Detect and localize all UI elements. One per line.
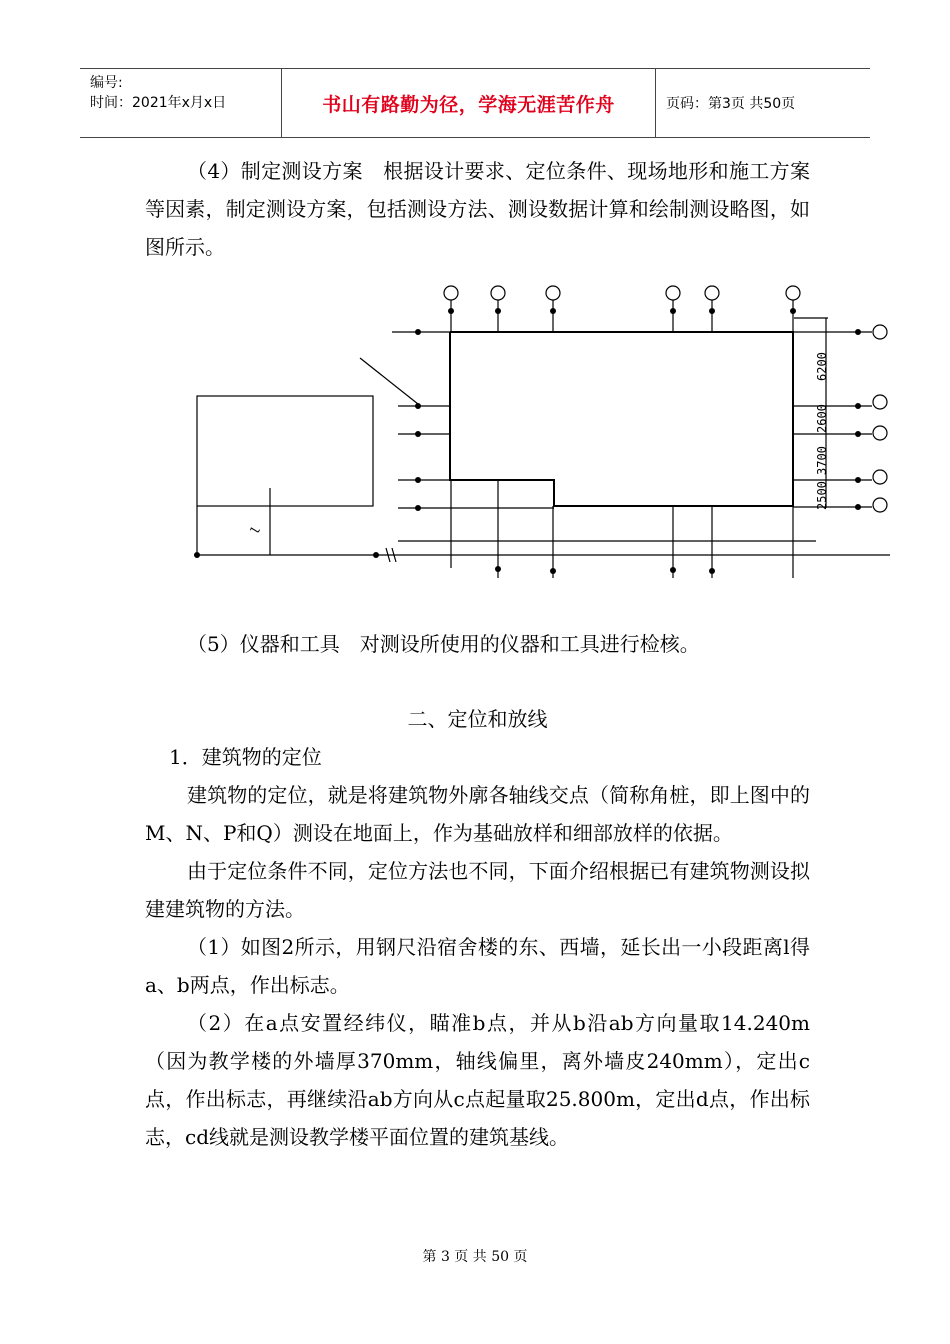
distance-label-l: l bbox=[247, 524, 264, 537]
serial-label: 编号: bbox=[90, 75, 123, 91]
stake-point bbox=[415, 403, 421, 409]
paragraph-instruments: （5）仪器和工具 对测设所使用的仪器和工具进行检核。 bbox=[187, 632, 700, 656]
date-label: 时间：2021年x月x日 bbox=[90, 95, 227, 111]
axis-bubble bbox=[546, 286, 560, 300]
axis-bubble bbox=[873, 498, 887, 512]
dim-2500: 2500 bbox=[815, 481, 829, 510]
paragraph-block-2 bbox=[145, 625, 810, 663]
subsection-title: 1．建筑物的定位 bbox=[169, 745, 322, 769]
new-building-outline bbox=[450, 332, 793, 506]
paragraph-positioning: 建筑物的定位，就是将建筑物外廓各轴线交点（简称角桩，即上图中的M、N、P和Q）测设在地面上，作为基础放样和细部放样的依据。 bbox=[145, 783, 810, 845]
stake-point bbox=[495, 308, 501, 314]
stake-point bbox=[855, 431, 861, 437]
stake-point bbox=[550, 568, 556, 574]
paragraph-step-1: （1）如图2所示，用钢尺沿宿舍楼的东、西墙，延长出一小段距离l得a、b两点，作出标志。 bbox=[145, 935, 810, 997]
section-title: 二、定位和放线 bbox=[407, 707, 548, 731]
stake-point bbox=[194, 552, 200, 558]
stake-point bbox=[550, 308, 556, 314]
stake-point bbox=[709, 568, 715, 574]
existing-building bbox=[197, 396, 373, 506]
dim-6200: 6200 bbox=[815, 352, 829, 381]
paragraph-methods: 由于定位条件不同，定位方法也不同，下面介绍根据已有建筑物测设拟建建筑物的方法。 bbox=[145, 859, 810, 921]
axis-bubble bbox=[705, 286, 719, 300]
axis-bubble bbox=[786, 286, 800, 300]
axis-bubble bbox=[873, 470, 887, 484]
stake-point bbox=[670, 308, 676, 314]
stake-point bbox=[415, 477, 421, 483]
header-motto: 书山有路勤为径，学海无涯苦作舟 bbox=[281, 69, 656, 137]
stake-point bbox=[415, 505, 421, 511]
paragraph-step-2: （2）在a点安置经纬仪，瞄准b点，并从b沿ab方向量取14.240m（因为教学楼的外墙厚370mm，轴线偏里，离外墙皮240mm），定出c点，作出标志，再继续沿ab方向从c点起量取25.800m，定出d点，作出标志，cd线就是测设教学楼平面位置的建筑基线。 bbox=[145, 1011, 810, 1149]
axis-bubble bbox=[491, 286, 505, 300]
stake-point bbox=[415, 329, 421, 335]
leader-line bbox=[360, 358, 418, 404]
stake-point bbox=[790, 308, 796, 314]
stake-point bbox=[855, 329, 861, 335]
stake-point bbox=[415, 431, 421, 437]
paragraph-survey-plan: （4）制定测设方案 根据设计要求、定位条件、现场地形和施工方案等因素，制定测设方案，包括测设方法、测设数据计算和绘制测设略图，如图所示。 bbox=[145, 159, 810, 259]
stake-point bbox=[448, 308, 454, 314]
stake-point bbox=[855, 477, 861, 483]
header-page-label: 页码：第3页 共50页 bbox=[666, 96, 796, 112]
axis-bubble bbox=[873, 325, 887, 339]
paragraph-block-1 bbox=[145, 152, 810, 266]
axis-bubble bbox=[873, 426, 887, 440]
dim-3700: 3700 bbox=[815, 446, 829, 475]
header-meta bbox=[80, 69, 281, 137]
stake-point bbox=[373, 552, 379, 558]
page-header bbox=[80, 68, 870, 138]
stake-point bbox=[855, 403, 861, 409]
stake-point bbox=[670, 567, 676, 573]
axis-bubble bbox=[666, 286, 680, 300]
stake-point bbox=[709, 308, 715, 314]
stake-point bbox=[495, 566, 501, 572]
axis-bubble bbox=[873, 395, 887, 409]
dim-2600: 2600 bbox=[815, 404, 829, 433]
axis-bubble bbox=[444, 286, 458, 300]
paragraph-block-3 bbox=[145, 700, 810, 1156]
stake-point bbox=[855, 504, 861, 510]
survey-sketch-figure bbox=[180, 278, 892, 590]
page-footer: 第 3 页 共 50 页 bbox=[422, 1249, 528, 1265]
